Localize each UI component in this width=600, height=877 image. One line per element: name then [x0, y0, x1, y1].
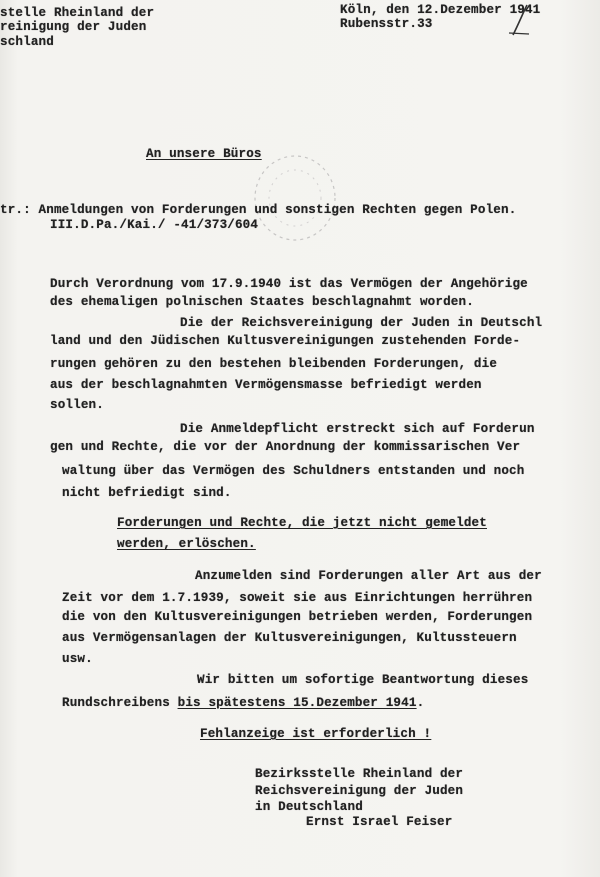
- body-line: [62, 696, 424, 710]
- subject-line: tr.: Anmeldungen von Forderungen und sonstigen Rechten gegen Polen.: [0, 203, 517, 217]
- letterhead-line-2: reinigung der Juden: [0, 20, 147, 34]
- letterhead-line-1: stelle Rheinland der: [0, 6, 155, 20]
- body-text: .: [416, 696, 425, 710]
- deadline: bis spätestens 15.Dezember 1941: [177, 696, 417, 710]
- underlined-notice: werden, erlöschen.: [117, 537, 256, 551]
- body-line: land und den Jüdischen Kultusvereinigungen zustehenden Forde-: [50, 334, 521, 348]
- handwritten-mark-icon: [507, 3, 533, 37]
- body-line: Die der Reichsvereinigung der Juden in Deutschl: [180, 316, 543, 330]
- body-line: Anzumelden sind Forderungen aller Art aus der: [195, 569, 542, 583]
- signature-line: in Deutschland: [255, 800, 363, 814]
- body-line: des ehemaligen polnischen Staates beschlagnahmt worden.: [50, 295, 474, 309]
- body-line: gen und Rechte, die vor der Anordnung der kommissarischen Ver: [50, 440, 521, 454]
- underlined-notice: Forderungen und Rechte, die jetzt nicht gemeldet: [117, 516, 487, 530]
- addressee: An unsere Büros: [146, 147, 262, 161]
- body-line: waltung über das Vermögen des Schuldners entstanden und noch: [62, 464, 525, 478]
- body-line: Durch Verordnung vom 17.9.1940 ist das Vermögen der Angehörige: [50, 277, 528, 291]
- body-line: Zeit vor dem 1.7.1939, soweit sie aus Einrichtungen herrühren: [62, 591, 533, 605]
- body-line: rungen gehören zu den bestehen bleibenden Forderungen, die: [50, 357, 498, 371]
- faint-stamp-icon: [250, 150, 340, 245]
- body-line: usw.: [62, 652, 93, 666]
- body-line: Wir bitten um sofortige Beantwortung dieses: [197, 673, 529, 687]
- reference-number: III.D.Pa./Kai./ -41/373/604: [50, 218, 259, 232]
- body-line: die von den Kultusvereinigungen betrieben werden, Forderungen: [62, 610, 533, 624]
- body-text: Rundschreibens: [62, 696, 178, 710]
- place-date-line: Köln, den 12.Dezember 1941: [340, 3, 541, 17]
- body-line: nicht befriedigt sind.: [62, 486, 232, 500]
- signatory-name: Ernst Israel Feiser: [306, 815, 453, 829]
- body-line: aus Vermögensanlagen der Kultusvereinigungen, Kultussteuern: [62, 631, 517, 645]
- body-line: Die Anmeldepflicht erstreckt sich auf Forderun: [180, 422, 535, 436]
- letterhead-line-3: schland: [0, 35, 54, 49]
- body-line: sollen.: [50, 398, 104, 412]
- body-line: aus der beschlagnahmten Vermögensmasse befriedigt werden: [50, 378, 482, 392]
- street-address: Rubensstr.33: [340, 17, 433, 31]
- signature-line: Reichsvereinigung der Juden: [255, 784, 464, 798]
- signature-line: Bezirksstelle Rheinland der: [255, 767, 464, 781]
- nil-return-notice: Fehlanzeige ist erforderlich !: [200, 727, 432, 741]
